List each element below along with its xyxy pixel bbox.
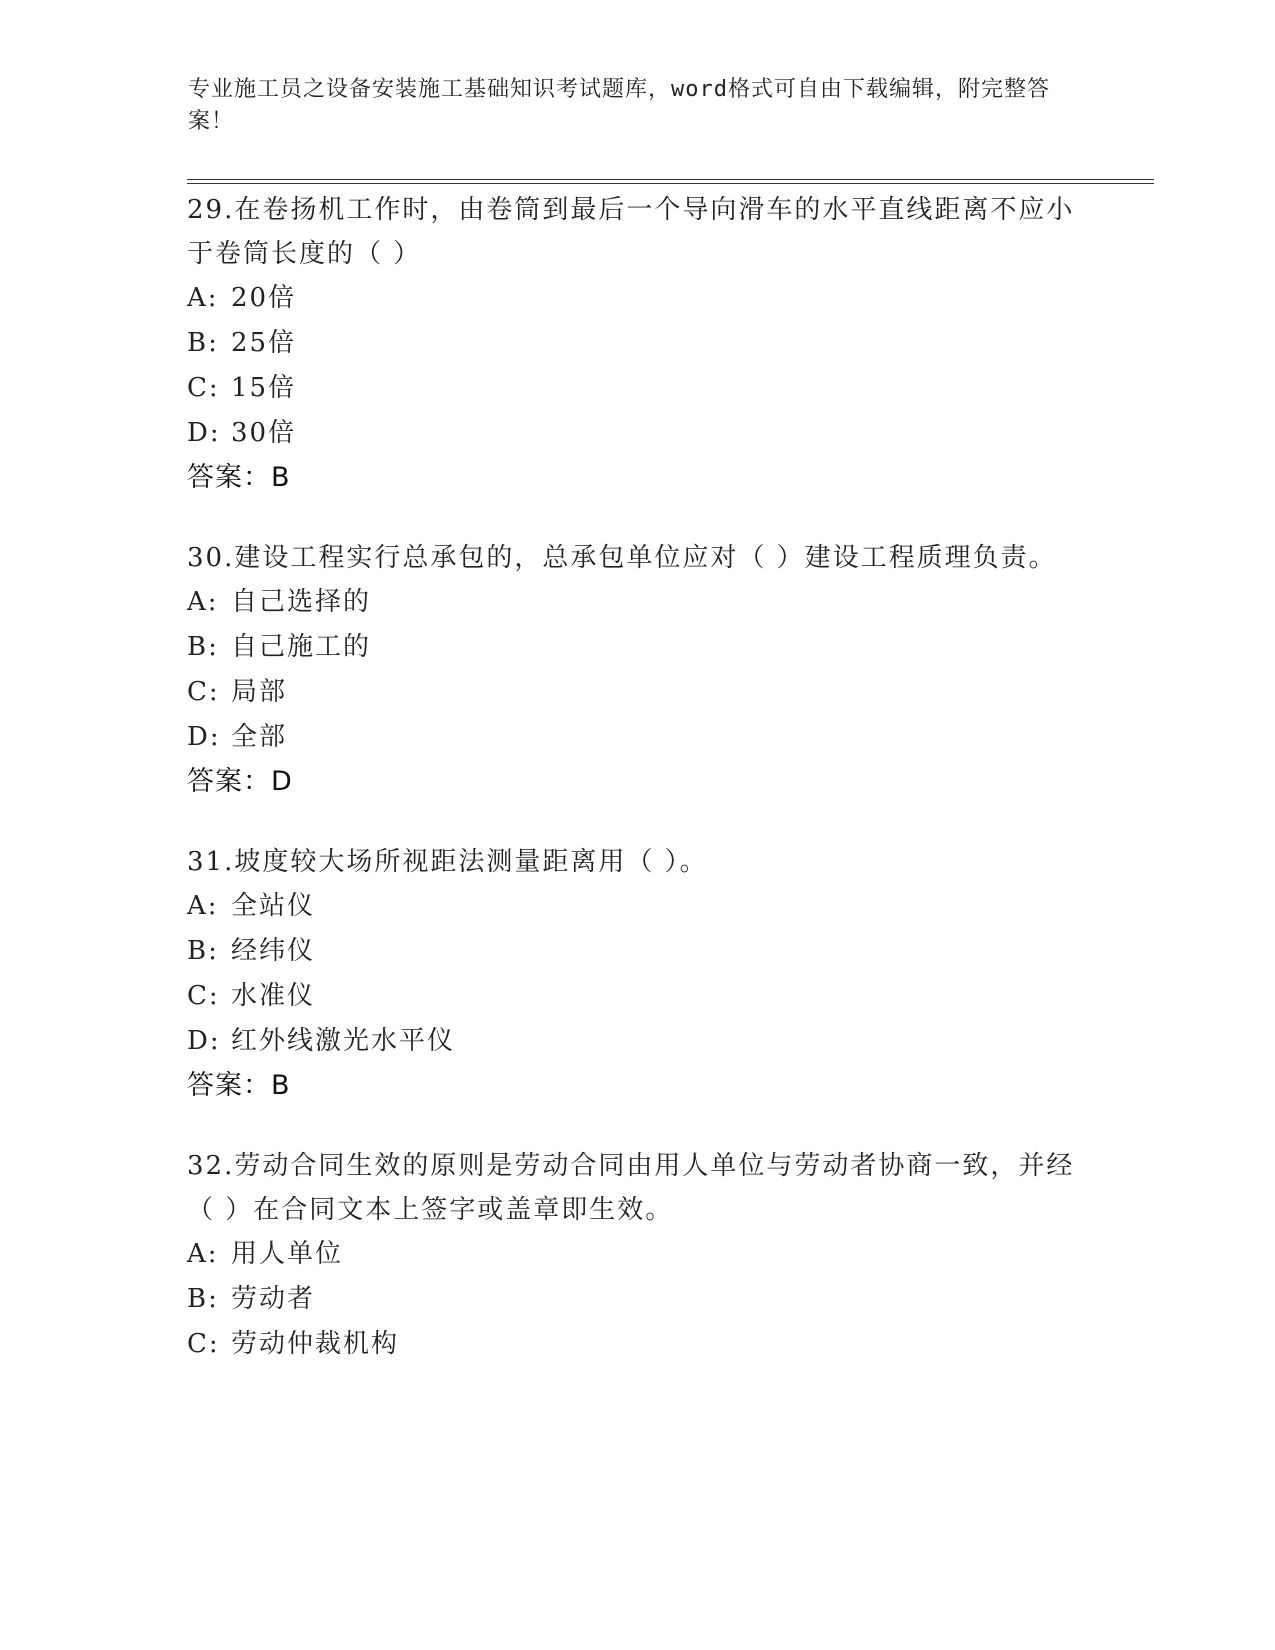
option-text: 全站仪 bbox=[231, 891, 316, 921]
option-text: 劳动仲裁机构 bbox=[231, 1329, 400, 1359]
option-text: 30倍 bbox=[231, 418, 297, 448]
option-text: 自己施工的 bbox=[231, 632, 372, 662]
option-text: 经纬仪 bbox=[231, 936, 316, 966]
option-key: B: bbox=[187, 632, 219, 662]
answer-line: 答案：D bbox=[187, 766, 293, 797]
option-text: 水准仪 bbox=[231, 981, 316, 1011]
option-c bbox=[187, 366, 1087, 411]
question-32 bbox=[187, 1144, 1087, 1367]
option-a bbox=[187, 884, 1087, 929]
question-30 bbox=[187, 536, 1087, 804]
option-key: D: bbox=[187, 722, 221, 752]
option-text: 20倍 bbox=[231, 283, 297, 313]
question-list bbox=[187, 188, 1087, 1403]
option-key: B: bbox=[187, 1284, 219, 1314]
question-29 bbox=[187, 188, 1087, 500]
option-b bbox=[187, 929, 1087, 974]
option-key: A: bbox=[187, 891, 219, 921]
question-stem: 31.坡度较大场所视距法测量距离用（ ）。 bbox=[187, 847, 708, 877]
option-a bbox=[187, 580, 1087, 625]
option-key: D: bbox=[187, 418, 221, 448]
option-key: C: bbox=[187, 373, 220, 403]
answer-line: 答案：B bbox=[187, 1070, 291, 1101]
option-key: B: bbox=[187, 936, 219, 966]
option-text: 25倍 bbox=[231, 328, 297, 358]
option-b bbox=[187, 625, 1087, 670]
option-d bbox=[187, 715, 1087, 760]
option-c bbox=[187, 974, 1087, 1019]
option-text: 15倍 bbox=[231, 373, 297, 403]
option-key: C: bbox=[187, 677, 220, 707]
question-stem: 32.劳动合同生效的原则是劳动合同由用人单位与劳动者协商一致，并经（ ）在合同文本上签字或盖章即生效。 bbox=[187, 1151, 1075, 1225]
option-text: 用人单位 bbox=[231, 1239, 344, 1269]
question-stem: 29.在卷扬机工作时，由卷筒到最后一个导向滑车的水平直线距离不应小于卷筒长度的（ ） bbox=[187, 195, 1075, 269]
header-note: 专业施工员之设备安装施工基础知识考试题库，word格式可自由下载编辑，附完整答案！ bbox=[188, 77, 1050, 134]
option-key: A: bbox=[187, 587, 219, 617]
option-text: 全部 bbox=[231, 722, 288, 752]
header-divider-bottom bbox=[187, 183, 1154, 184]
option-text: 劳动者 bbox=[231, 1284, 316, 1314]
option-key: A: bbox=[187, 1239, 219, 1269]
option-key: C: bbox=[187, 1329, 220, 1359]
option-d bbox=[187, 1019, 1087, 1064]
option-a bbox=[187, 1232, 1087, 1277]
option-a bbox=[187, 276, 1087, 321]
option-b bbox=[187, 321, 1087, 366]
option-key: C: bbox=[187, 981, 220, 1011]
option-c bbox=[187, 670, 1087, 715]
question-31 bbox=[187, 840, 1087, 1108]
option-b bbox=[187, 1277, 1087, 1322]
option-key: D: bbox=[187, 1026, 221, 1056]
answer-line: 答案：B bbox=[187, 462, 291, 493]
question-stem: 30.建设工程实行总承包的，总承包单位应对（ ）建设工程质理负责。 bbox=[187, 543, 1057, 573]
option-key: B: bbox=[187, 328, 219, 358]
option-key: A: bbox=[187, 283, 219, 313]
option-text: 红外线激光水平仪 bbox=[231, 1026, 456, 1056]
option-text: 自己选择的 bbox=[231, 587, 372, 617]
option-c bbox=[187, 1322, 1087, 1367]
option-text: 局部 bbox=[231, 677, 288, 707]
option-d bbox=[187, 411, 1087, 456]
header-divider-top bbox=[187, 179, 1154, 180]
